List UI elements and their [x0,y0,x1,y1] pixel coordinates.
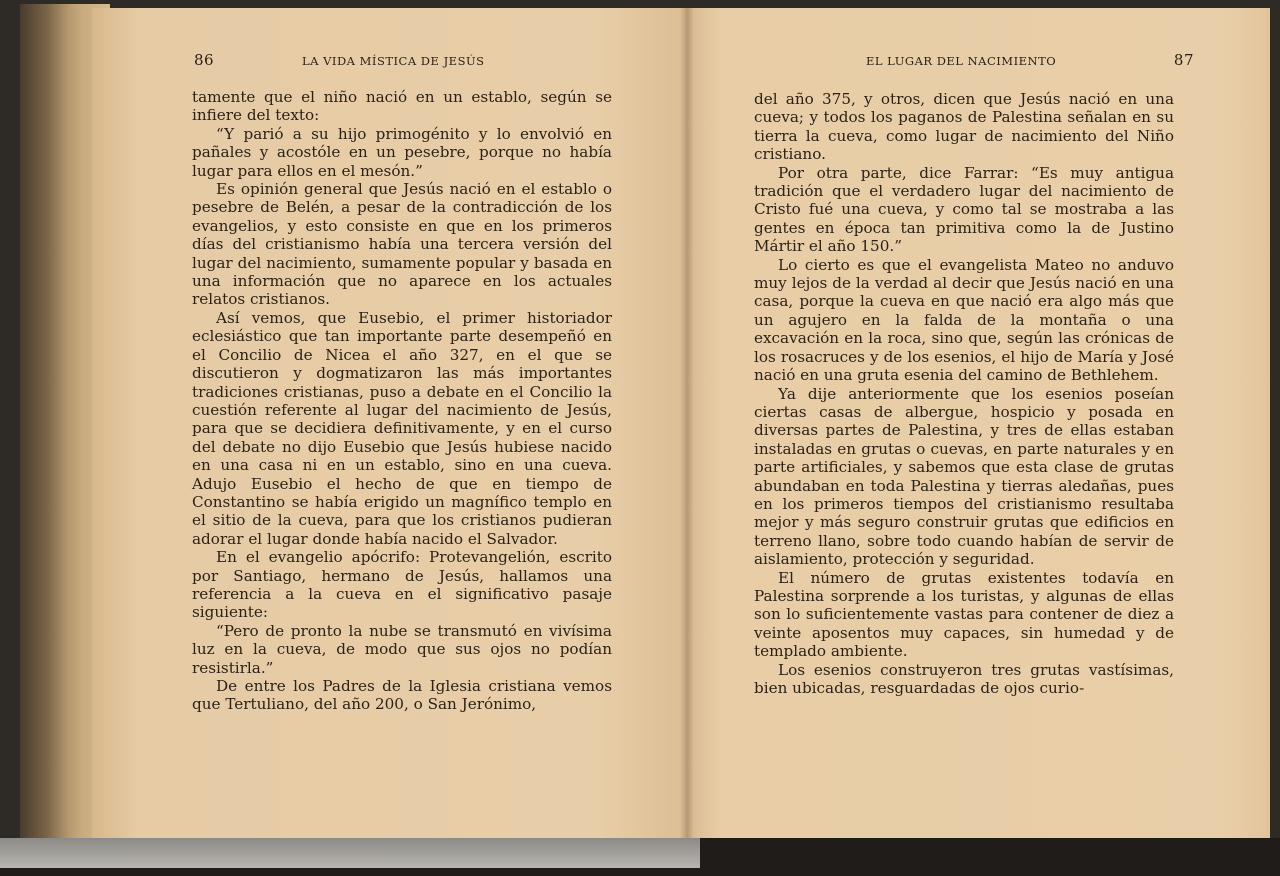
paragraph: “Pero de pronto la nube se transmutó en vivísima luz en la cueva, de modo que sus ojos no podían resistirla.” [192,621,612,677]
book-gutter [680,8,694,844]
paragraph: tamente que el niño nació en un establo, según se infiere del texto: [192,88,612,125]
right-page-header [756,51,1194,76]
left-page [92,8,686,838]
paragraph: Lo cierto es que el evangelista Mateo no anduvo muy lejos de la verdad al decir que Jesús nació en una casa, porque la cueva en que nació era algo más que un agujero en la falda de la montaña o una excavación en la roca, sino que, según las crónicas de los rosacruces y de los esenios, el hijo de María y José nació en una gruta esenia del camino de Bethlehem. [754,255,1174,385]
paragraph: El número de grutas existentes todavía en Palestina sorprende a los turistas, y algunas de ellas son lo suficientemente vastas para contener de diez a veinte aposentos muy capaces, sin humedad y de templado ambiente. [754,568,1174,661]
background-highlight [0,838,700,868]
left-page-header [194,51,614,76]
paragraph: Ya dije anteriormente que los esenios poseían ciertas casas de albergue, hospicio y posada en diversas partes de Palestina, y tres de ellas estaban instaladas en grutas o cuevas, en parte naturales y en parte artificiales, y sabemos que esta clase de grutas abundaban en toda Palestina y tierras aledañas, pues en los primeros tiempos del cristianismo resultaba mejor y más seguro construir grutas que edificios en terreno llano, sobre todo cuando habían de servir de aislamiento, protección y seguridad. [754,384,1174,569]
paragraph: De entre los Padres de la Iglesia cristiana vemos que Tertuliano, del año 200, o San Jerónimo, [192,677,612,714]
paragraph: Así vemos, que Eusebio, el primer historiador eclesiástico que tan importante parte desempeñó en el Concilio de Nicea el año 327, en el que se discutieron y dogmatizaron las más importantes tradiciones cristianas, puso a debate en el Concilio la cuestión referente al lugar del nacimiento de Jesús, para que se decidiera definitivamente, y en el curso del debate no dijo Eusebio que Jesús hubiese nacido en una casa ni en un establo, sino en una cueva. Adujo Eusebio el hecho de que en tiempo de Constantino se había erigido un magnífico templo en el sitio de la cueva, para que los cristianos pudieran adorar el lugar donde había nacido el Salvador. [192,308,612,548]
paragraph: Es opinión general que Jesús nació en el establo o pesebre de Belén, a pesar de la contradicción de los evangelios, y esto consiste en que en los primeros días del cristianismo había una tercera versión del lugar del nacimiento, sumamente popular y basada en una información que no aparece en los actuales relatos cristianos. [192,180,612,309]
paragraph: del año 375, y otros, dicen que Jesús nació en una cueva; y todos los paganos de Palestina señalan en su tierra la cueva, como lugar de nacimiento del Niño cristiano. [754,90,1174,164]
left-page-number: 86 [194,51,215,69]
paragraph: Por otra parte, dice Farrar: “Es muy antigua tradición que el verdadero lugar del nacimiento de Cristo fué una cueva, y como tal se mostraba a las gentes en época tan primitiva como la de Justino Mártir el año 150.” [754,163,1174,256]
paragraph: “Y parió a su hijo primogénito y lo envolvió en pañales y acostóle en un pesebre, porque no había lugar para ellos en el mesón.” [192,124,612,180]
right-page-number: 87 [1173,51,1194,69]
right-page-body [754,90,1174,697]
paragraph: En el evangelio apócrifo: Protevangelión, escrito por Santiago, hermano de Jesús, hallamos una referencia a la cueva en el significativo pasaje siguiente: [192,548,612,622]
right-page [686,8,1270,844]
right-running-title: EL LUGAR DEL NACIMIENTO [866,54,1057,68]
left-running-title: LA VIDA MÍSTICA DE JESÚS [302,54,485,68]
paragraph: Los esenios construyeron tres grutas vastísimas, bien ubicadas, resguardadas de ojos curio- [754,660,1174,697]
left-page-body [192,88,612,714]
